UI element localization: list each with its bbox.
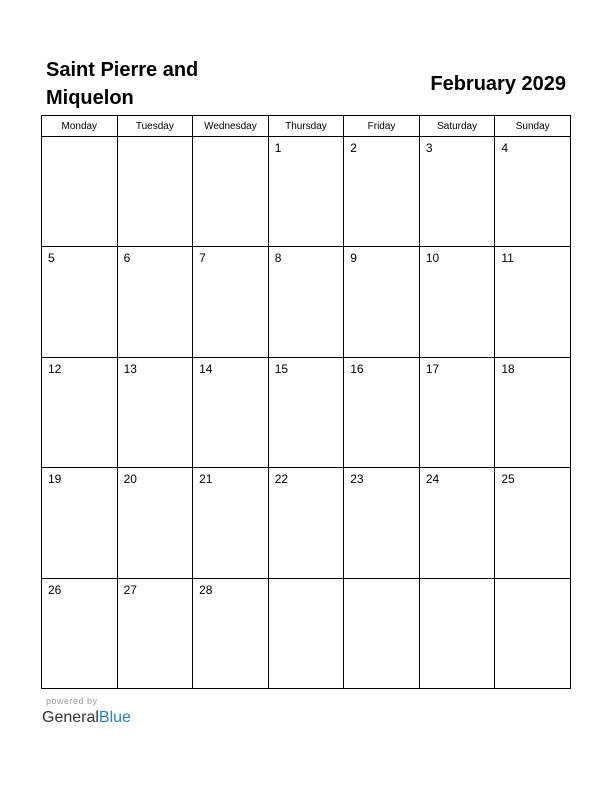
month-year-title: February 2029 [430, 73, 566, 95]
day-cell [419, 468, 495, 578]
day-cell [268, 357, 344, 467]
region-title-line2: Miquelon [46, 87, 134, 109]
day-cell [193, 578, 269, 688]
day-cell [495, 578, 571, 688]
day-number: 10 [425, 251, 440, 266]
day-number: 3 [425, 141, 433, 155]
day-number [118, 137, 193, 141]
week-row-4 [42, 468, 571, 578]
region-title-line1: Saint Pierre and [46, 59, 199, 81]
day-number: 6 [123, 251, 131, 266]
day-cell [495, 247, 571, 357]
day-number: 17 [425, 361, 440, 376]
weekday-tuesday: Tuesday [117, 116, 193, 137]
day-cell [419, 357, 495, 467]
day-number [420, 579, 495, 583]
day-cell [495, 137, 571, 247]
day-cell [344, 247, 420, 357]
day-cell [117, 137, 193, 247]
day-cell [344, 578, 420, 688]
day-number: 24 [425, 472, 440, 487]
day-number: 28 [199, 582, 213, 597]
week-row-5 [42, 578, 571, 688]
day-cell [193, 468, 269, 578]
day-number: 25 [501, 472, 515, 487]
weekday-monday: Monday [42, 116, 118, 137]
day-cell [42, 247, 118, 357]
day-number: 7 [199, 251, 206, 266]
day-number: 2 [350, 141, 357, 155]
brand-blue: Blue [98, 709, 131, 726]
day-number: 19 [48, 472, 62, 487]
day-number: 4 [501, 141, 509, 155]
day-number: 21 [199, 472, 213, 487]
calendar-grid [41, 115, 571, 689]
day-number: 8 [274, 251, 282, 266]
weekday-friday: Friday [344, 116, 420, 137]
weekday-saturday: Saturday [419, 116, 495, 137]
day-number: 11 [501, 251, 514, 266]
day-number [42, 137, 117, 141]
day-cell [268, 468, 344, 578]
day-cell [42, 578, 118, 688]
day-cell [193, 137, 269, 247]
day-cell [268, 578, 344, 688]
day-number: 23 [350, 472, 364, 487]
day-cell [42, 357, 118, 467]
day-cell [42, 137, 118, 247]
day-cell [419, 247, 495, 357]
day-number: 26 [48, 582, 62, 597]
brand-general: General [42, 709, 99, 726]
week-row-1 [42, 137, 571, 247]
weekday-header-row [42, 116, 571, 137]
weekday-sunday: Sunday [495, 116, 571, 137]
week-row-3 [42, 357, 571, 467]
day-number: 14 [199, 361, 213, 376]
day-number: 9 [350, 251, 357, 266]
day-number: 15 [274, 361, 289, 376]
day-number: 16 [350, 361, 364, 376]
day-cell [117, 247, 193, 357]
day-cell [117, 578, 193, 688]
day-number: 18 [501, 361, 515, 376]
day-cell [117, 357, 193, 467]
calendar-header [46, 56, 570, 112]
week-row-2 [42, 247, 571, 357]
day-cell [344, 357, 420, 467]
day-number: 13 [123, 361, 137, 376]
day-number [269, 579, 344, 583]
day-cell [42, 468, 118, 578]
day-number: 1 [274, 141, 282, 155]
day-number: 22 [274, 472, 289, 487]
day-cell [268, 247, 344, 357]
day-cell [495, 357, 571, 467]
footer-branding [42, 696, 242, 728]
powered-by-text: powered by [46, 696, 98, 706]
day-number: 27 [123, 582, 137, 597]
day-number [344, 579, 419, 583]
day-cell [419, 137, 495, 247]
day-cell [495, 468, 571, 578]
generalblue-logo[interactable] [42, 708, 242, 728]
day-number [495, 579, 570, 583]
day-number: 5 [48, 251, 55, 266]
day-cell [193, 357, 269, 467]
day-number [193, 137, 268, 141]
day-cell [344, 137, 420, 247]
day-number: 12 [48, 361, 62, 376]
weekday-wednesday: Wednesday [193, 116, 269, 137]
region-title [46, 56, 276, 112]
weekday-thursday: Thursday [268, 116, 344, 137]
day-cell [344, 468, 420, 578]
day-cell [419, 578, 495, 688]
day-cell [193, 247, 269, 357]
day-cell [117, 468, 193, 578]
day-cell [268, 137, 344, 247]
day-number: 20 [123, 472, 137, 487]
